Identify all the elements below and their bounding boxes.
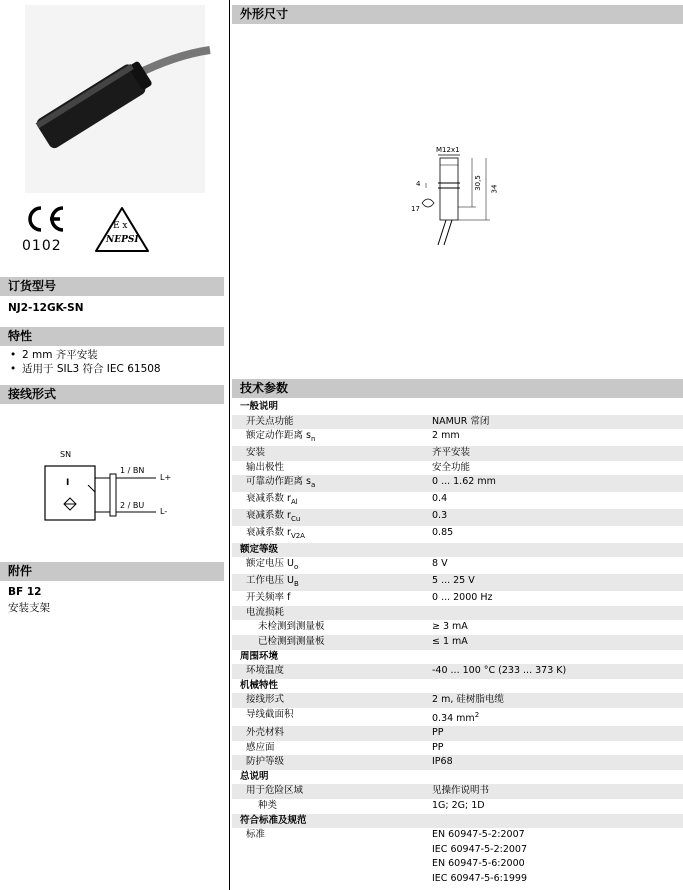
feature-item: • 适用于 SIL3 符合 IEC 61508 [8,362,161,376]
spec-key [232,755,426,770]
spec-value-text: EN 60947-5-6:2000 [432,858,525,870]
spec-key-text: 额定电压 U [246,558,294,570]
spec-value [426,799,683,814]
spec-value [426,606,683,621]
spec-key-text: 衰减系数 r [246,510,291,522]
spec-key-text: 导线截面积 [246,708,294,720]
model-number: NJ2-12GK-SN [8,302,84,314]
spec-value [426,492,683,509]
spec-value-text: 安全功能 [432,461,471,473]
spec-row [232,446,683,461]
spec-key-text: 接线形式 [246,694,285,706]
spec-row [232,606,683,621]
ce-logo-icon [22,205,66,233]
spec-key [232,741,426,756]
spec-group-row [232,814,683,829]
spec-row [232,664,683,679]
spec-key [232,784,426,799]
spec-key-text: 安装 [246,447,266,459]
dim-30-5-label: 30,5 [473,175,482,191]
spec-key [232,799,426,814]
spec-key-text: 衰减系数 r [246,493,291,505]
spec-value [426,635,683,650]
spec-value-text: 8 V [432,558,448,570]
spec-group-label: 机械特性 [240,679,279,691]
spec-value-text: 见操作说明书 [432,785,490,797]
product-image [15,5,215,195]
spec-value-text: 1G; 2G; 1D [432,800,485,812]
spec-value-text: EN 60947-5-2:2007 [432,829,525,841]
spec-value-text: 0 ... 1.62 mm [432,476,496,488]
spec-group-row [232,679,683,694]
spec-value [426,574,683,591]
spec-key-text: 可靠动作距离 s [246,476,311,488]
spec-value [426,557,683,574]
spec-row [232,574,683,591]
spec-row [232,620,683,635]
spec-group-row [232,543,683,558]
spec-key [232,574,426,591]
left-column [0,0,226,890]
spec-row [232,526,683,543]
spec-key [232,828,426,843]
spec-value [426,526,683,543]
ex-label: E x [113,221,128,231]
spec-value [426,857,683,872]
spec-value-text: -40 ... 100 °C (233 ... 373 K) [432,665,567,677]
spec-key [232,557,426,574]
spec-group-label: 周围环境 [240,650,279,662]
features-list [8,348,161,376]
wiring-bn-label: 1 / BN [120,466,145,475]
spec-row [232,828,683,843]
spec-row [232,635,683,650]
spec-group-row [232,770,683,785]
spec-key-subscript: Cu [290,514,301,523]
spec-row [232,741,683,756]
spec-value-superscript: 2 [474,710,480,719]
spec-key [232,429,426,446]
spec-value-text: 0.85 [432,526,454,538]
spec-key-text: 环境温度 [246,665,285,677]
wiring-header: 接线形式 [0,385,224,404]
spec-row [232,557,683,574]
spec-value [426,843,683,858]
spec-value-text: NAMUR 常闭 [432,415,490,427]
spec-group-row [232,650,683,665]
spec-key [232,492,426,509]
spec-value [426,726,683,741]
spec-value-text: ≥ 3 mA [432,621,468,633]
accessory-desc: 安装支架 [8,602,50,614]
spec-row [232,872,683,887]
wiring-i-label: I [66,478,70,488]
nepsi-mark [92,205,152,255]
spec-key [232,664,426,679]
spec-row [232,509,683,526]
dim-17-label: 17 [411,205,420,213]
spec-value-text: IP68 [432,756,453,768]
spec-group-label: 额定等级 [232,543,683,558]
dim-4-label: 4 [416,180,421,188]
spec-key-subscript: o [293,563,299,572]
tech-data-header: 技术参数 [232,379,683,398]
spec-key-text: 电流损耗 [246,606,285,618]
spec-key-text: 用于危险区域 [246,785,304,797]
spec-key-text: 未检测到测量板 [258,621,325,633]
dim-34-label: 34 [490,184,499,194]
spec-group-row [232,400,683,415]
spec-key-subscript: B [293,580,299,589]
spec-row [232,415,683,430]
spec-key [232,620,426,635]
spec-value-text: 2 m, 硅树脂电缆 [432,694,504,706]
spec-row [232,799,683,814]
spec-value [426,591,683,606]
spec-key [232,509,426,526]
nepsi-label: NEPSI [106,235,139,245]
spec-key [232,843,426,858]
spec-row [232,755,683,770]
spec-value-text: 2 mm [432,430,460,442]
spec-value-text: PP [432,727,444,739]
spec-row [232,857,683,872]
spec-key [232,872,426,887]
spec-group-label: 一般说明 [240,401,279,412]
spec-row [232,708,683,726]
accessory-model: BF 12 [8,586,42,598]
spec-value [426,446,683,461]
spec-row [232,784,683,799]
spec-key-text: 防护等级 [246,756,285,768]
wiring-sn-label: SN [60,450,72,459]
wiring-lminus-label: L- [160,507,168,516]
spec-value [426,461,683,476]
spec-key-text: 额定动作距离 s [246,430,311,442]
spec-value [426,755,683,770]
spec-value [426,784,683,799]
column-divider [229,0,230,890]
spec-value-text: IEC 60947-5-2:2007 [432,843,527,855]
spec-key [232,591,426,606]
order-header: 订货型号 [0,277,224,296]
spec-key-subscript: a [310,481,316,490]
spec-key [232,606,426,621]
wiring-lplus-label: L+ [160,473,172,482]
dim-thread-label: M12x1 [436,146,460,154]
spec-key-text: 已检测到测量板 [258,635,325,647]
spec-value-text: 0.34 mm [432,713,475,725]
spec-value-text: IEC 60947-5-6:1999 [432,873,527,885]
spec-value-text: 齐平安装 [432,447,471,459]
spec-key-text: 开关频率 f [246,592,291,604]
spec-row [232,429,683,446]
spec-value-text: 0.4 [432,493,448,505]
spec-group-label: 符合标准及规范 [232,814,683,829]
spec-key [232,446,426,461]
spec-row [232,843,683,858]
spec-key-subscript: V2A [290,531,305,540]
spec-value-text: 0.3 [432,510,448,522]
spec-value-text: 0 ... 2000 Hz [432,592,493,604]
spec-value-text: 5 ... 25 V [432,575,475,587]
spec-key-text: 外壳材料 [246,727,285,739]
ce-number: 0102 [22,238,62,254]
spec-group-label: 总说明 [240,770,269,782]
dimension-drawing [410,145,510,255]
spec-value [426,620,683,635]
dimensions-header: 外形尺寸 [232,5,683,24]
spec-key-text: 开关点功能 [246,415,294,427]
spec-key-text: 种类 [258,800,278,812]
spec-value [426,429,683,446]
features-header: 特性 [0,327,224,346]
spec-key [232,693,426,708]
spec-value [426,509,683,526]
wiring-diagram [30,450,220,530]
spec-key-text: 感应面 [246,741,275,753]
spec-key [232,475,426,492]
spec-key-text: 标准 [246,829,266,841]
spec-table [232,400,683,887]
spec-key [232,635,426,650]
spec-key [232,526,426,543]
spec-value-text: PP [432,741,444,753]
spec-key-text: 工作电压 U [246,575,294,587]
right-column [232,0,683,890]
spec-value-text: ≤ 1 mA [432,635,468,647]
wiring-bu-label: 2 / BU [120,501,145,510]
spec-value [426,664,683,679]
spec-row [232,693,683,708]
spec-row [232,461,683,476]
spec-key [232,708,426,726]
spec-row [232,475,683,492]
spec-key-subscript: Al [290,498,298,507]
spec-value [426,415,683,430]
spec-key [232,461,426,476]
spec-key [232,415,426,430]
spec-key-text: 衰减系数 r [246,526,291,538]
spec-key [232,857,426,872]
spec-value [426,475,683,492]
spec-value [426,828,683,843]
spec-row [232,591,683,606]
ce-mark [22,205,72,254]
spec-key-text: 输出极性 [246,461,285,473]
spec-value [426,741,683,756]
spec-row [232,726,683,741]
spec-value [426,693,683,708]
feature-item: • 2 mm 齐平安装 [8,348,161,362]
accessory-header: 附件 [0,562,224,581]
spec-value [426,872,683,887]
spec-value [426,708,683,726]
spec-key-subscript: n [310,435,316,444]
spec-row [232,492,683,509]
spec-key [232,726,426,741]
